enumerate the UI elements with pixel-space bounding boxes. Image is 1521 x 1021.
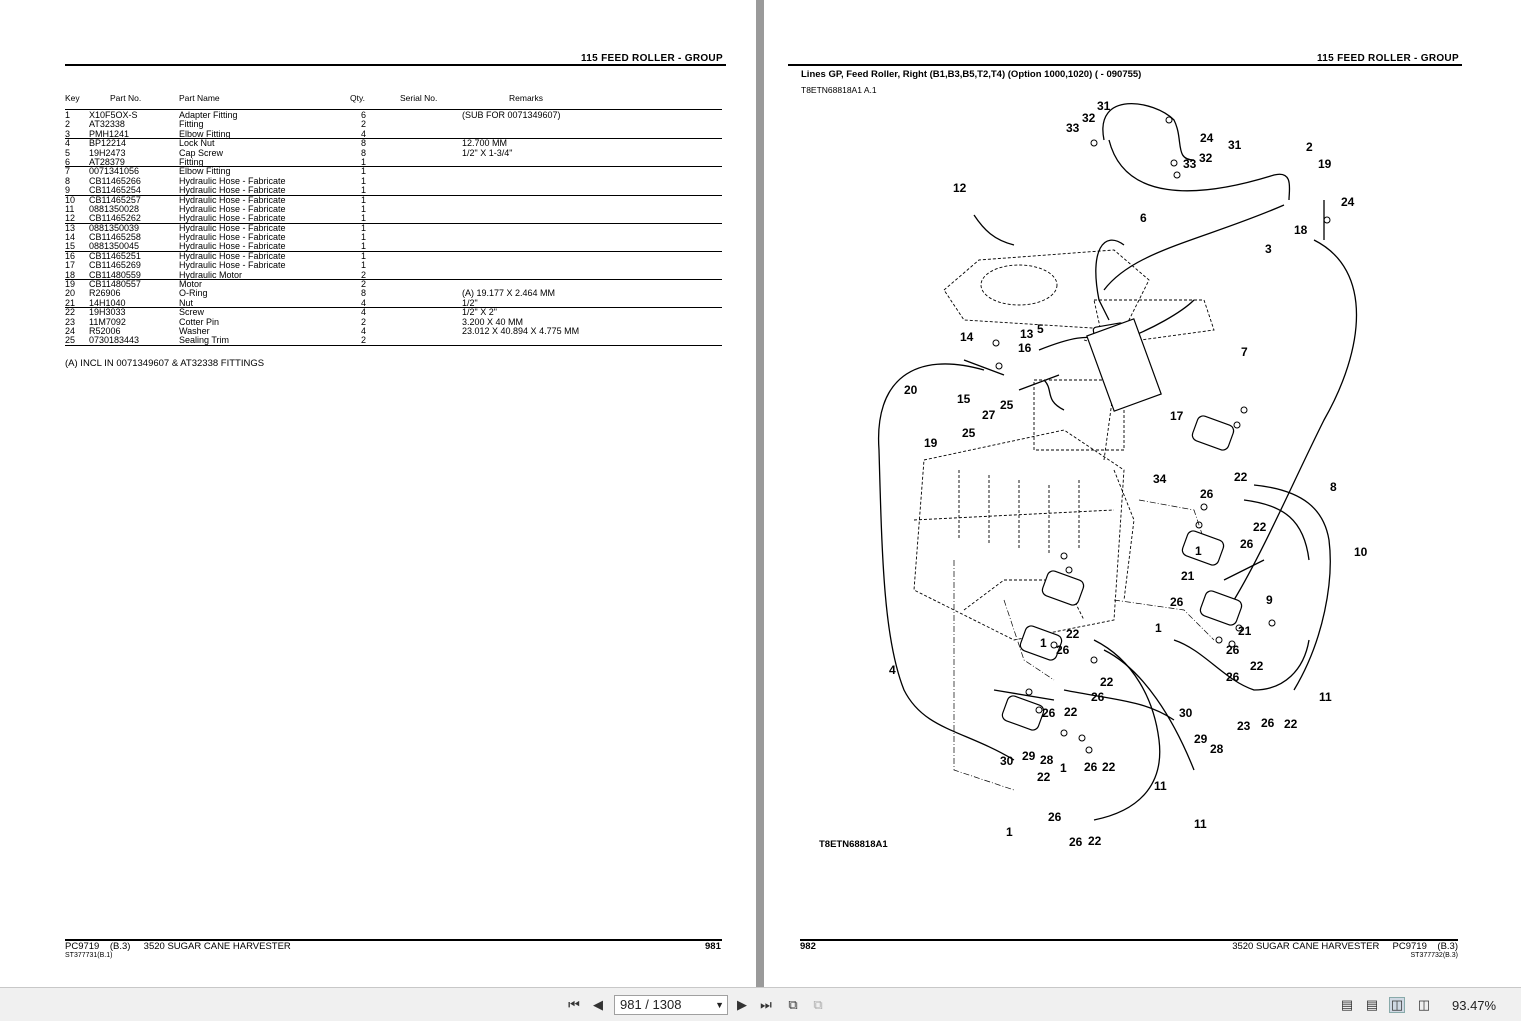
table-row (65, 289, 722, 298)
row-remarks: 3.200 X 40 MM (462, 316, 524, 327)
svg-text:26: 26 (1091, 690, 1105, 704)
row-part-name: Elbow Fitting (179, 128, 231, 139)
row-part-no: 11M7092 (89, 316, 126, 327)
row-part-no: PMH1241 (89, 128, 130, 139)
row-part-name: Hydraulic Hose - Fabricate (179, 241, 286, 252)
row-qty: 4 (361, 128, 367, 139)
row-key: 11 (65, 203, 75, 214)
footer-title: PC9719 (B.3) 3520 SUGAR CANE HARVESTER (65, 941, 291, 952)
row-part-no: 19H2473 (89, 147, 126, 158)
row-part-name: Elbow Fitting (179, 166, 231, 177)
col-key: Key (65, 93, 80, 103)
row-part-name: Hydraulic Hose - Fabricate (179, 222, 286, 233)
paste-icon[interactable]: ⧉ (813, 997, 823, 1012)
svg-text:11: 11 (1194, 817, 1207, 831)
svg-text:3: 3 (1265, 242, 1272, 256)
row-key: 3 (65, 128, 71, 139)
previous-page-icon[interactable]: ◀ (593, 997, 603, 1012)
header-rule (788, 64, 1462, 66)
svg-text:1: 1 (1155, 621, 1162, 635)
svg-text:11: 11 (1154, 779, 1167, 793)
diagram-title: Lines GP, Feed Roller, Right (B1,B3,B5,T2,T4) (Option 1000,1020) ( - 090755) (801, 69, 1142, 80)
row-part-name: Cap Screw (179, 147, 224, 158)
col-part-no: Part No. (110, 93, 142, 103)
table-row (65, 149, 722, 158)
row-part-no: BP12214 (89, 138, 127, 149)
row-part-no: CB11465269 (89, 260, 141, 271)
row-part-no: R26906 (89, 288, 121, 299)
first-page-icon[interactable]: ⏮ (568, 997, 580, 1012)
row-part-no: CB11465266 (89, 175, 141, 186)
row-key: 7 (65, 166, 71, 177)
row-part-no: AT28379 (89, 156, 125, 167)
row-part-name: Sealing Trim (179, 335, 230, 346)
svg-text:22: 22 (1102, 760, 1116, 774)
table-row (65, 327, 722, 336)
svg-text:8: 8 (1330, 480, 1337, 494)
svg-text:29: 29 (1194, 732, 1208, 746)
svg-text:2: 2 (1306, 140, 1313, 154)
row-part-name: Hydraulic Hose - Fabricate (179, 185, 286, 196)
svg-text:14: 14 (960, 330, 974, 344)
page-header: 115 FEED ROLLER - GROUP (1317, 53, 1459, 64)
row-key: 22 (65, 307, 76, 318)
two-page-continuous-view-icon[interactable]: ◫ (1417, 997, 1431, 1012)
table-row (65, 252, 722, 261)
table-row (65, 308, 722, 317)
table-row (65, 196, 722, 205)
table-row (65, 242, 722, 251)
col-serial-no: Serial No. (400, 93, 438, 103)
row-part-no: X10F5OX-S (89, 110, 138, 120)
row-part-name: Nut (179, 297, 194, 308)
row-part-name: Hydraulic Hose - Fabricate (179, 260, 286, 271)
svg-text:24: 24 (1341, 195, 1355, 209)
svg-text:1: 1 (1006, 825, 1013, 839)
svg-text:26: 26 (1084, 760, 1098, 774)
page-selector[interactable] (614, 995, 728, 1015)
row-remarks: 1/2" (462, 297, 478, 308)
svg-text:9: 9 (1266, 593, 1273, 607)
table-head-rule (65, 109, 722, 110)
row-key: 16 (65, 250, 76, 261)
page-982 (764, 0, 1521, 987)
row-key: 20 (65, 288, 76, 299)
row-part-name: Hydraulic Hose - Fabricate (179, 175, 286, 186)
col-qty: Qty. (350, 93, 365, 103)
svg-text:32: 32 (1199, 151, 1213, 165)
svg-text:6: 6 (1140, 211, 1147, 225)
row-qty: 4 (361, 307, 367, 318)
svg-text:27: 27 (982, 408, 996, 422)
row-qty: 6 (361, 110, 367, 120)
row-remarks: 12.700 MM (462, 138, 508, 149)
svg-text:22: 22 (1100, 675, 1114, 689)
svg-text:25: 25 (1000, 398, 1014, 412)
svg-text:22: 22 (1284, 717, 1298, 731)
table-row (65, 261, 722, 270)
row-part-name: Fitting (179, 156, 204, 167)
row-qty: 1 (361, 241, 367, 252)
row-qty: 1 (361, 156, 367, 167)
row-qty: 1 (361, 175, 367, 186)
row-key: 15 (65, 241, 76, 252)
svg-text:22: 22 (1088, 834, 1102, 848)
svg-text:5: 5 (1037, 322, 1044, 336)
svg-text:28: 28 (1040, 753, 1054, 767)
table-row (65, 336, 722, 345)
page-number: 982 (800, 941, 816, 952)
row-key: 9 (65, 185, 71, 196)
svg-text:12: 12 (953, 181, 967, 195)
row-remarks: 1/2" X 1-3/4" (462, 147, 513, 158)
svg-text:26: 26 (1048, 810, 1062, 824)
svg-text:31: 31 (1228, 138, 1242, 152)
row-part-name: Fitting (179, 119, 204, 130)
footer-code: ST377731(B.1) (65, 952, 113, 959)
svg-text:21: 21 (1181, 569, 1195, 583)
svg-text:11: 11 (1319, 690, 1332, 704)
svg-text:18: 18 (1294, 223, 1308, 237)
row-qty: 1 (361, 222, 367, 233)
row-qty: 1 (361, 194, 367, 205)
svg-text:22: 22 (1064, 705, 1078, 719)
table-row (65, 111, 722, 120)
table-row (65, 158, 722, 167)
svg-text:33: 33 (1066, 121, 1080, 135)
row-part-no: 0071341056 (89, 166, 140, 177)
row-key: 13 (65, 222, 76, 233)
table-row (65, 139, 722, 148)
row-part-no: CB11465258 (89, 232, 141, 243)
row-key: 8 (65, 175, 71, 186)
svg-text:26: 26 (1226, 643, 1240, 657)
table-row (65, 120, 722, 129)
diagram-code: T8ETN68818A1 (819, 839, 888, 850)
row-remarks: (A) 19.177 X 2.464 MM (462, 288, 556, 299)
row-qty: 1 (361, 232, 367, 243)
row-remarks: 23.012 X 40.894 X 4.775 MM (462, 325, 580, 336)
svg-text:32: 32 (1082, 111, 1096, 125)
row-part-no: R52006 (89, 325, 121, 336)
viewer-toolbar (0, 987, 1521, 1021)
table-row (65, 318, 722, 327)
svg-text:22: 22 (1250, 659, 1264, 673)
svg-text:15: 15 (957, 392, 971, 406)
row-part-name: Adapter Fitting (179, 110, 238, 120)
page-header: 115 FEED ROLLER - GROUP (581, 53, 723, 64)
row-qty: 8 (361, 288, 367, 299)
row-part-name: Hydraulic Hose - Fabricate (179, 194, 286, 205)
page-selector-value: 981 / 1308 (620, 997, 682, 1012)
callout-labels (889, 99, 1368, 849)
svg-text:26: 26 (1240, 537, 1254, 551)
row-part-name: Motor (179, 279, 203, 290)
row-key: 1 (65, 110, 71, 120)
svg-text:24: 24 (1200, 131, 1214, 145)
svg-text:26: 26 (1200, 487, 1214, 501)
table-row (65, 167, 722, 176)
svg-text:7: 7 (1241, 345, 1248, 359)
table-row (65, 233, 722, 242)
table-row (65, 224, 722, 233)
page-number: 981 (705, 941, 721, 952)
row-key: 25 (65, 335, 76, 346)
row-part-no: CB11480557 (89, 279, 141, 290)
svg-text:19: 19 (1318, 157, 1332, 171)
row-key: 24 (65, 325, 76, 336)
row-part-no: AT32338 (89, 119, 125, 130)
svg-text:13: 13 (1020, 327, 1034, 341)
row-qty: 2 (361, 119, 367, 130)
row-key: 12 (65, 213, 76, 224)
table-row (65, 214, 722, 223)
row-key: 23 (65, 316, 76, 327)
svg-text:29: 29 (1022, 749, 1036, 763)
row-part-name: O-Ring (179, 288, 208, 299)
table-row (65, 177, 722, 186)
zoom-level[interactable]: 93.47% (1452, 998, 1497, 1013)
row-part-no: CB11480559 (89, 269, 141, 280)
header-rule (65, 64, 726, 66)
row-qty: 4 (361, 325, 367, 336)
svg-text:22: 22 (1234, 470, 1248, 484)
svg-text:26: 26 (1056, 643, 1070, 657)
svg-text:16: 16 (1018, 341, 1032, 355)
svg-text:22: 22 (1066, 627, 1080, 641)
chevron-down-icon: ▼ (715, 1000, 724, 1010)
svg-text:19: 19 (924, 436, 938, 450)
row-key: 5 (65, 147, 71, 158)
col-part-name: Part Name (179, 93, 220, 103)
svg-text:1: 1 (1195, 544, 1202, 558)
svg-text:30: 30 (1179, 706, 1193, 720)
svg-text:20: 20 (904, 383, 918, 397)
footer-title: 3520 SUGAR CANE HARVESTER PC9719 (B.3) (1232, 941, 1458, 952)
table-row (65, 299, 722, 308)
footnote: (A) INCL IN 0071349607 & AT32338 FITTINGS (65, 358, 265, 369)
row-part-name: Cotter Pin (179, 316, 220, 327)
svg-text:21: 21 (1238, 624, 1252, 638)
row-part-no: 0881350039 (89, 222, 140, 233)
row-qty: 2 (361, 316, 367, 327)
svg-text:26: 26 (1042, 706, 1056, 720)
two-page-view-icon[interactable]: ◫ (1390, 997, 1404, 1012)
continuous-view-icon[interactable]: ▤ (1365, 997, 1379, 1012)
page-gap (756, 0, 764, 987)
row-key: 21 (65, 297, 76, 308)
svg-text:25: 25 (962, 426, 976, 440)
row-key: 6 (65, 156, 71, 167)
row-part-no: CB11465251 (89, 250, 141, 261)
svg-text:34: 34 (1153, 472, 1167, 486)
row-qty: 2 (361, 279, 367, 290)
row-part-no: CB11465257 (89, 194, 141, 205)
row-part-name: Hydraulic Hose - Fabricate (179, 203, 286, 214)
row-part-no: 0730183443 (89, 335, 140, 346)
row-qty: 1 (361, 260, 367, 271)
row-part-no: CB11465254 (89, 185, 141, 196)
row-part-name: Screw (179, 307, 205, 318)
row-part-name: Hydraulic Hose - Fabricate (179, 250, 286, 261)
row-qty: 4 (361, 297, 367, 308)
svg-text:1: 1 (1040, 636, 1047, 650)
table-row (65, 130, 722, 139)
row-part-no: 19H3033 (89, 307, 126, 318)
copy-icon[interactable]: ⧉ (788, 997, 798, 1012)
svg-text:10: 10 (1354, 545, 1368, 559)
svg-text:4: 4 (889, 663, 896, 677)
row-qty: 2 (361, 269, 367, 280)
row-qty: 1 (361, 250, 367, 261)
row-key: 14 (65, 232, 76, 243)
row-qty: 1 (361, 213, 367, 224)
next-page-icon[interactable]: ▶ (737, 997, 747, 1012)
row-qty: 8 (361, 147, 367, 158)
table-row (65, 186, 722, 195)
row-part-name: Hydraulic Motor (179, 269, 243, 280)
row-qty: 8 (361, 138, 367, 149)
row-key: 19 (65, 279, 76, 290)
row-part-name: Hydraulic Hose - Fabricate (179, 213, 286, 224)
page-981 (0, 0, 756, 987)
row-part-name: Hydraulic Hose - Fabricate (179, 232, 286, 243)
svg-text:31: 31 (1097, 99, 1111, 113)
svg-text:1: 1 (1060, 761, 1067, 775)
row-remarks: (SUB FOR 0071349607) (462, 110, 561, 120)
svg-text:26: 26 (1069, 835, 1083, 849)
table-row (65, 280, 722, 289)
svg-text:26: 26 (1261, 716, 1275, 730)
row-part-no: 0881350045 (89, 241, 140, 252)
row-remarks: 1/2" X 2" (462, 307, 497, 318)
single-page-view-icon[interactable]: ▤ (1340, 997, 1354, 1012)
row-key: 10 (65, 194, 76, 205)
row-part-no: 0881350028 (89, 203, 140, 214)
row-part-name: Lock Nut (179, 138, 215, 149)
row-key: 4 (65, 138, 71, 149)
svg-text:26: 26 (1226, 670, 1240, 684)
row-qty: 2 (361, 335, 367, 346)
hydraulic-lines-diagram (764, 90, 1521, 850)
table-row (65, 205, 722, 214)
col-remarks: Remarks (509, 93, 544, 103)
svg-text:22: 22 (1253, 520, 1267, 534)
table-row (65, 271, 722, 280)
row-part-no: 14H1040 (89, 297, 126, 308)
row-qty: 1 (361, 166, 367, 177)
row-part-name: Washer (179, 325, 210, 336)
svg-text:26: 26 (1170, 595, 1184, 609)
svg-text:23: 23 (1237, 719, 1251, 733)
svg-text:30: 30 (1000, 754, 1014, 768)
svg-text:22: 22 (1037, 770, 1051, 784)
row-key: 2 (65, 119, 71, 130)
row-qty: 1 (361, 185, 367, 196)
svg-text:33: 33 (1183, 157, 1197, 171)
footer-code: ST377732(B.3) (1410, 952, 1458, 959)
last-page-icon[interactable]: ⏭ (760, 997, 772, 1012)
svg-text:17: 17 (1170, 409, 1184, 423)
row-key: 17 (65, 260, 76, 271)
parts-table (65, 111, 722, 346)
row-key: 18 (65, 269, 76, 280)
row-part-no: CB11465262 (89, 213, 141, 224)
diagram-id: T8ETN68818A1 A.1 (801, 85, 877, 95)
svg-text:28: 28 (1210, 742, 1224, 756)
row-qty: 1 (361, 203, 367, 214)
